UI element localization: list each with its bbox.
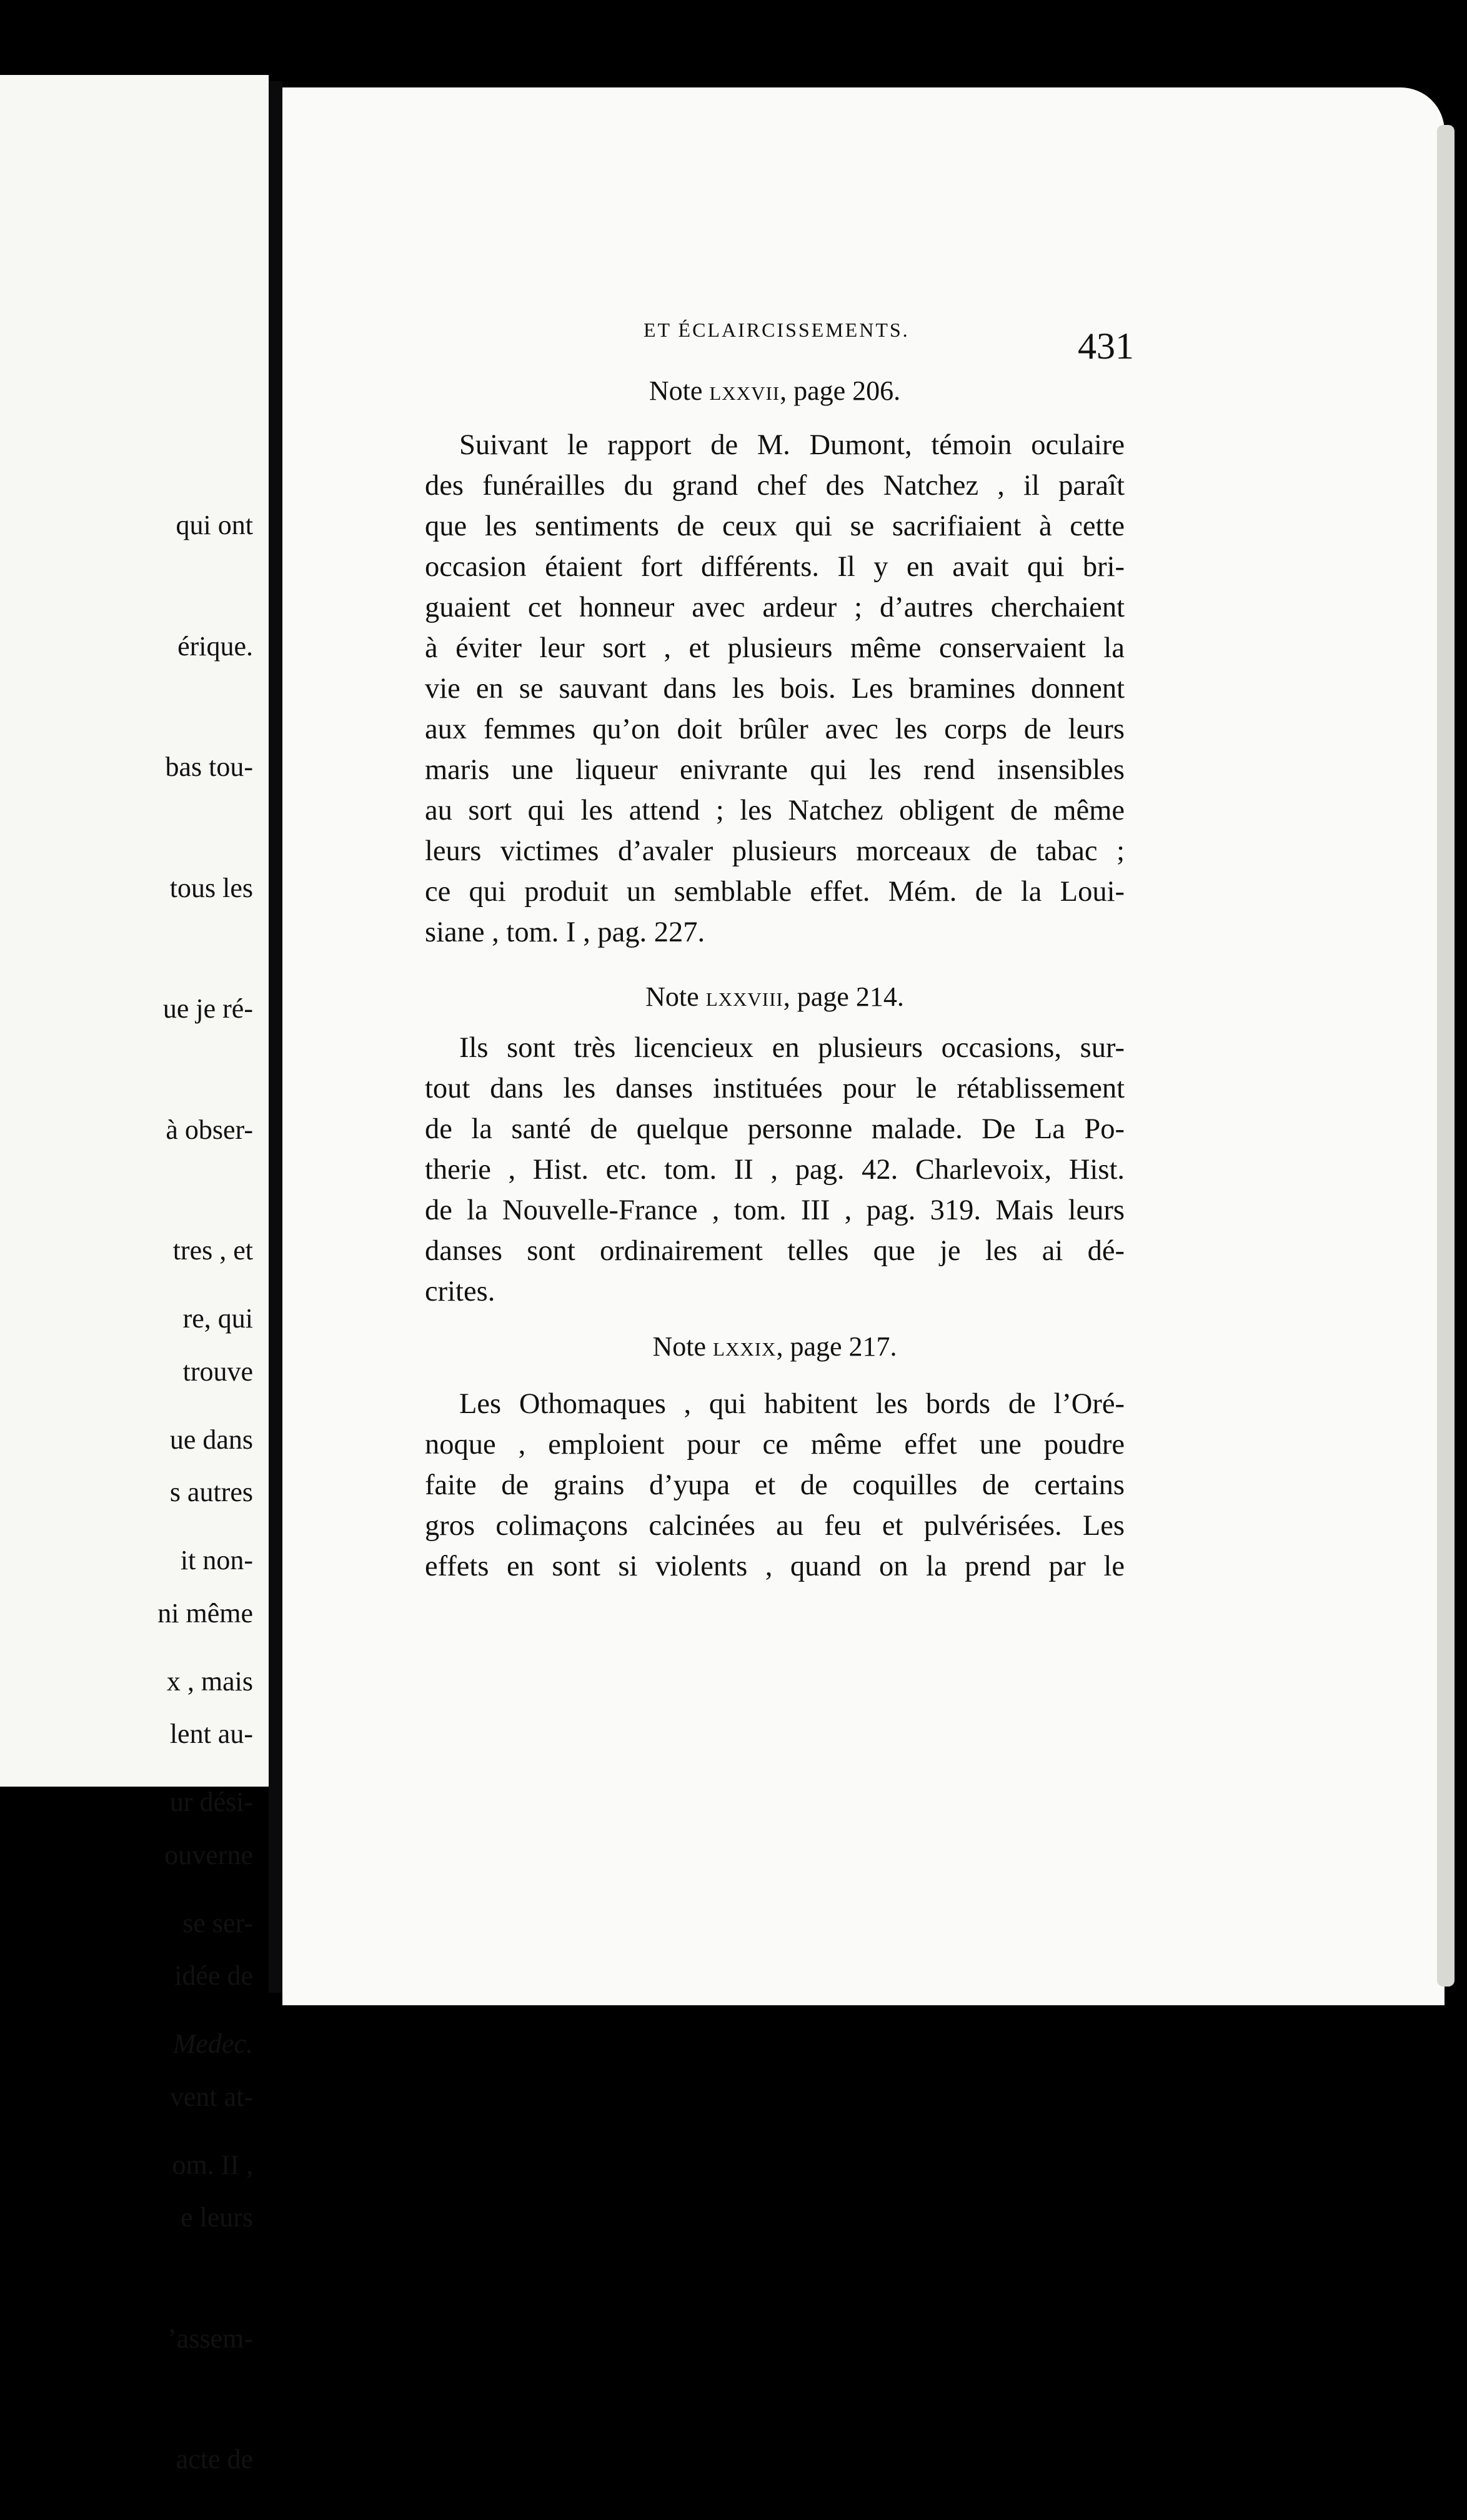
left-line: e leurs xyxy=(180,2202,253,2233)
left-line: trouve xyxy=(182,1356,253,1387)
left-line: it non- xyxy=(180,1545,253,1575)
text-line: occasion étaient fort différents. Il y en avait qui bri- xyxy=(425,551,1125,583)
text-line: que les sentiments de ceux qui se sacrifiaient à cette xyxy=(425,510,1125,542)
text-line: de la Nouvelle-France , tom. III , pag. 319. Mais leurs xyxy=(425,1194,1125,1226)
text-line: tout dans les danses instituées pour le rétablissement xyxy=(425,1073,1125,1104)
roman-numeral: lxxix xyxy=(713,1331,777,1362)
text-line: aux femmes qu’on doit brûler avec les corps de leurs xyxy=(425,713,1125,745)
left-line: bas tou- xyxy=(165,752,253,782)
text-line: maris une liqueur enivrante qui les rend insensibles xyxy=(425,754,1125,786)
left-line: acte de xyxy=(176,2444,253,2474)
left-line: tres , et xyxy=(172,1235,253,1266)
left-line: ur dési- xyxy=(169,1787,253,1817)
roman-numeral: lxxviii xyxy=(705,981,783,1012)
text-line: vie en se sauvant dans les bois. Les bramines donnent xyxy=(425,673,1125,705)
left-line: tous les xyxy=(169,872,253,903)
text-line: faite de grains d’yupa et de coquilles de certains xyxy=(425,1469,1125,1501)
text-line: noque , emploient pour ce même effet une poudre xyxy=(425,1429,1125,1461)
roman-numeral: lxxvii xyxy=(709,375,780,406)
left-line: s autres xyxy=(169,1477,253,1507)
left-line: qui ont xyxy=(176,510,253,540)
left-line: vent at- xyxy=(169,2081,253,2112)
left-line: à obser- xyxy=(166,1114,253,1145)
left-line: Medec. xyxy=(172,2028,253,2059)
note-paragraph xyxy=(425,1028,1125,1312)
left-line: se ser- xyxy=(182,1907,253,1938)
text-line: gros colimaçons calcinées au feu et pulvérisées. Les xyxy=(425,1510,1125,1542)
left-line: ouverne xyxy=(164,1839,253,1870)
text-line: guaient cet honneur avec ardeur ; d’autres cherchaient xyxy=(425,592,1125,623)
text-line: therie , Hist. etc. tom. II , pag. 42. Charlevoix, Hist. xyxy=(425,1154,1125,1186)
note-heading: Note lxxviii, page 214. xyxy=(645,981,904,1012)
left-page-lower-text xyxy=(0,1218,253,2226)
text-line: Suivant le rapport de M. Dumont, témoin oculaire xyxy=(459,429,1125,461)
left-line: idée de xyxy=(174,1960,253,1991)
note-paragraph xyxy=(425,425,1125,953)
text-line: de la santé de quelque personne malade. De La Po- xyxy=(425,1113,1125,1145)
text-line: ce qui produit un semblable effet. Mém. de la Loui- xyxy=(425,876,1125,908)
left-line: om. II , xyxy=(172,2149,253,2180)
running-title: ET ÉCLAIRCISSEMENTS. xyxy=(644,319,910,341)
left-line: ue dans xyxy=(169,1424,253,1455)
text-line: Ils sont très licencieux en plusieurs occasions, sur- xyxy=(459,1032,1125,1064)
text-line: crites. xyxy=(425,1276,495,1307)
text-line: siane , tom. I , pag. 227. xyxy=(425,916,705,948)
note-heading: Note lxxix, page 217. xyxy=(652,1331,897,1362)
left-line: lent au- xyxy=(169,1719,253,1749)
left-line: x , mais xyxy=(166,1665,253,1697)
text-line: au sort qui les attend ; les Natchez obligent de même xyxy=(425,795,1125,826)
note-heading: Note lxxvii, page 206. xyxy=(649,375,901,406)
book-gutter xyxy=(269,81,282,1993)
left-line: re, qui xyxy=(182,1303,253,1334)
text-line: à éviter leur sort , et plusieurs même conservaient la xyxy=(425,632,1125,664)
left-line: ni même xyxy=(157,1597,253,1629)
left-line: ue je ré- xyxy=(162,993,253,1024)
page-number: 431 xyxy=(1078,325,1134,367)
left-line: ’assem- xyxy=(167,2323,253,2354)
text-line: effets en sont si violents , quand on la prend par le xyxy=(425,1550,1125,1582)
note-paragraph xyxy=(425,1384,1125,1587)
text-line: des funérailles du grand chef des Natchez , il paraît xyxy=(425,470,1125,502)
text-line: danses sont ordinairement telles que je les ai dé- xyxy=(425,1235,1125,1267)
text-line: Les Othomaques , qui habitent les bords de l’Oré- xyxy=(459,1388,1125,1420)
text-line: leurs victimes d’avaler plusieurs morceaux de tabac ; xyxy=(425,835,1125,867)
page-edge xyxy=(1437,125,1455,1987)
left-line: érique. xyxy=(177,630,253,662)
